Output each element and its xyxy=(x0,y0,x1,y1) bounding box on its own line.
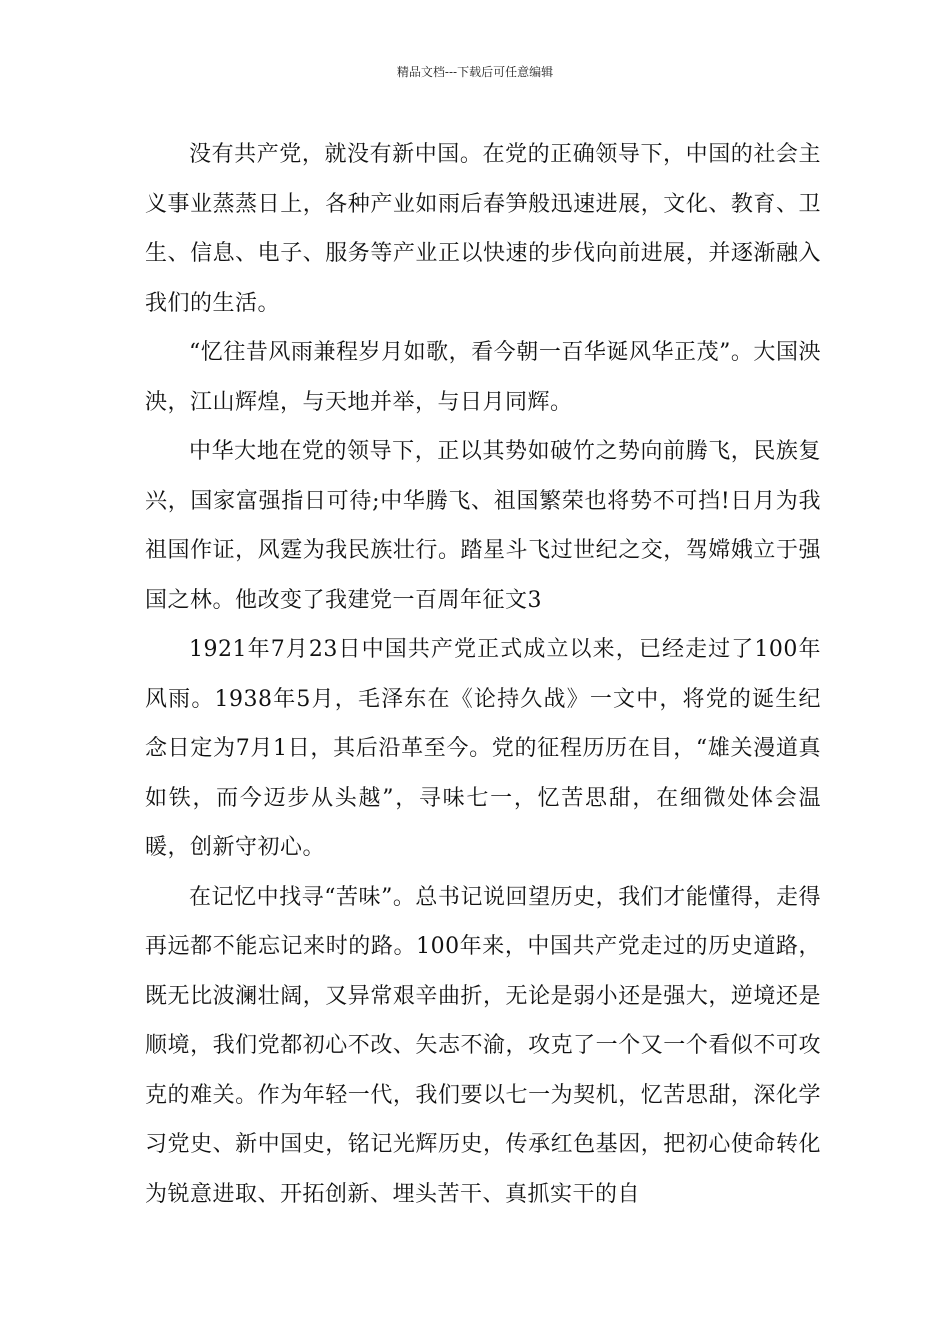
page-header: 精品文档---下载后可任意编辑 xyxy=(396,65,554,79)
paragraph-5: 在记忆中找寻“苦味”。总书记说回望历史，我们才能懂得，走得再远都不能忘记来时的路。100年来，中国共产党走过的历史道路，既无比波澜壮阔，又异常艰辛曲折，无论是弱小还是强大，逆境还是顺境，我们党都初心不改、矢志不渝，攻克了一个又一个看似不可攻克的难关。作为年轻一代，我们要以七一为契机，忆苦思甜，深化学习党史、新中国史，铭记光辉历史，传承红色基因，把初心使命转化为锐意进取、开拓创新、埋头苦干、真抓实干的自 xyxy=(145,884,821,1207)
paragraph-4: 1921年7月23日中国共产党正式成立以来，已经走过了100年风雨。1938年5月，毛泽东在《论持久战》一文中，将党的诞生纪念日定为7月1日，其后沿革至今。党的征程历历在目，“雄关漫道真如铁，而今迈步从头越”，寻味七一，忆苦思甜，在细微处体会温暖，创新守初心。 xyxy=(145,637,821,860)
paragraph-3: 中华大地在党的领导下，正以其势如破竹之势向前腾飞，民族复兴，国家富强指日可待;中华腾飞、祖国繁荣也将势不可挡!日月为我祖国作证，风霆为我民族壮行。踏星斗飞过世纪之交，驾嫦娥立于强国之林。他改变了我建党一百周年征文3 xyxy=(145,439,821,613)
document-body xyxy=(145,130,821,1219)
paragraph-2: “忆往昔风雨兼程岁月如歌，看今朝一百华诞风华正茂”。大国泱泱，江山辉煌，与天地并举，与日月同辉。 xyxy=(145,340,821,415)
paragraph-1: 没有共产党，就没有新中国。在党的正确领导下，中国的社会主义事业蒸蒸日上，各种产业如雨后春笋般迅速进展，文化、教育、卫生、信息、电子、服务等产业正以快速的步伐向前进展，并逐渐融入我们的生活。 xyxy=(145,142,821,316)
